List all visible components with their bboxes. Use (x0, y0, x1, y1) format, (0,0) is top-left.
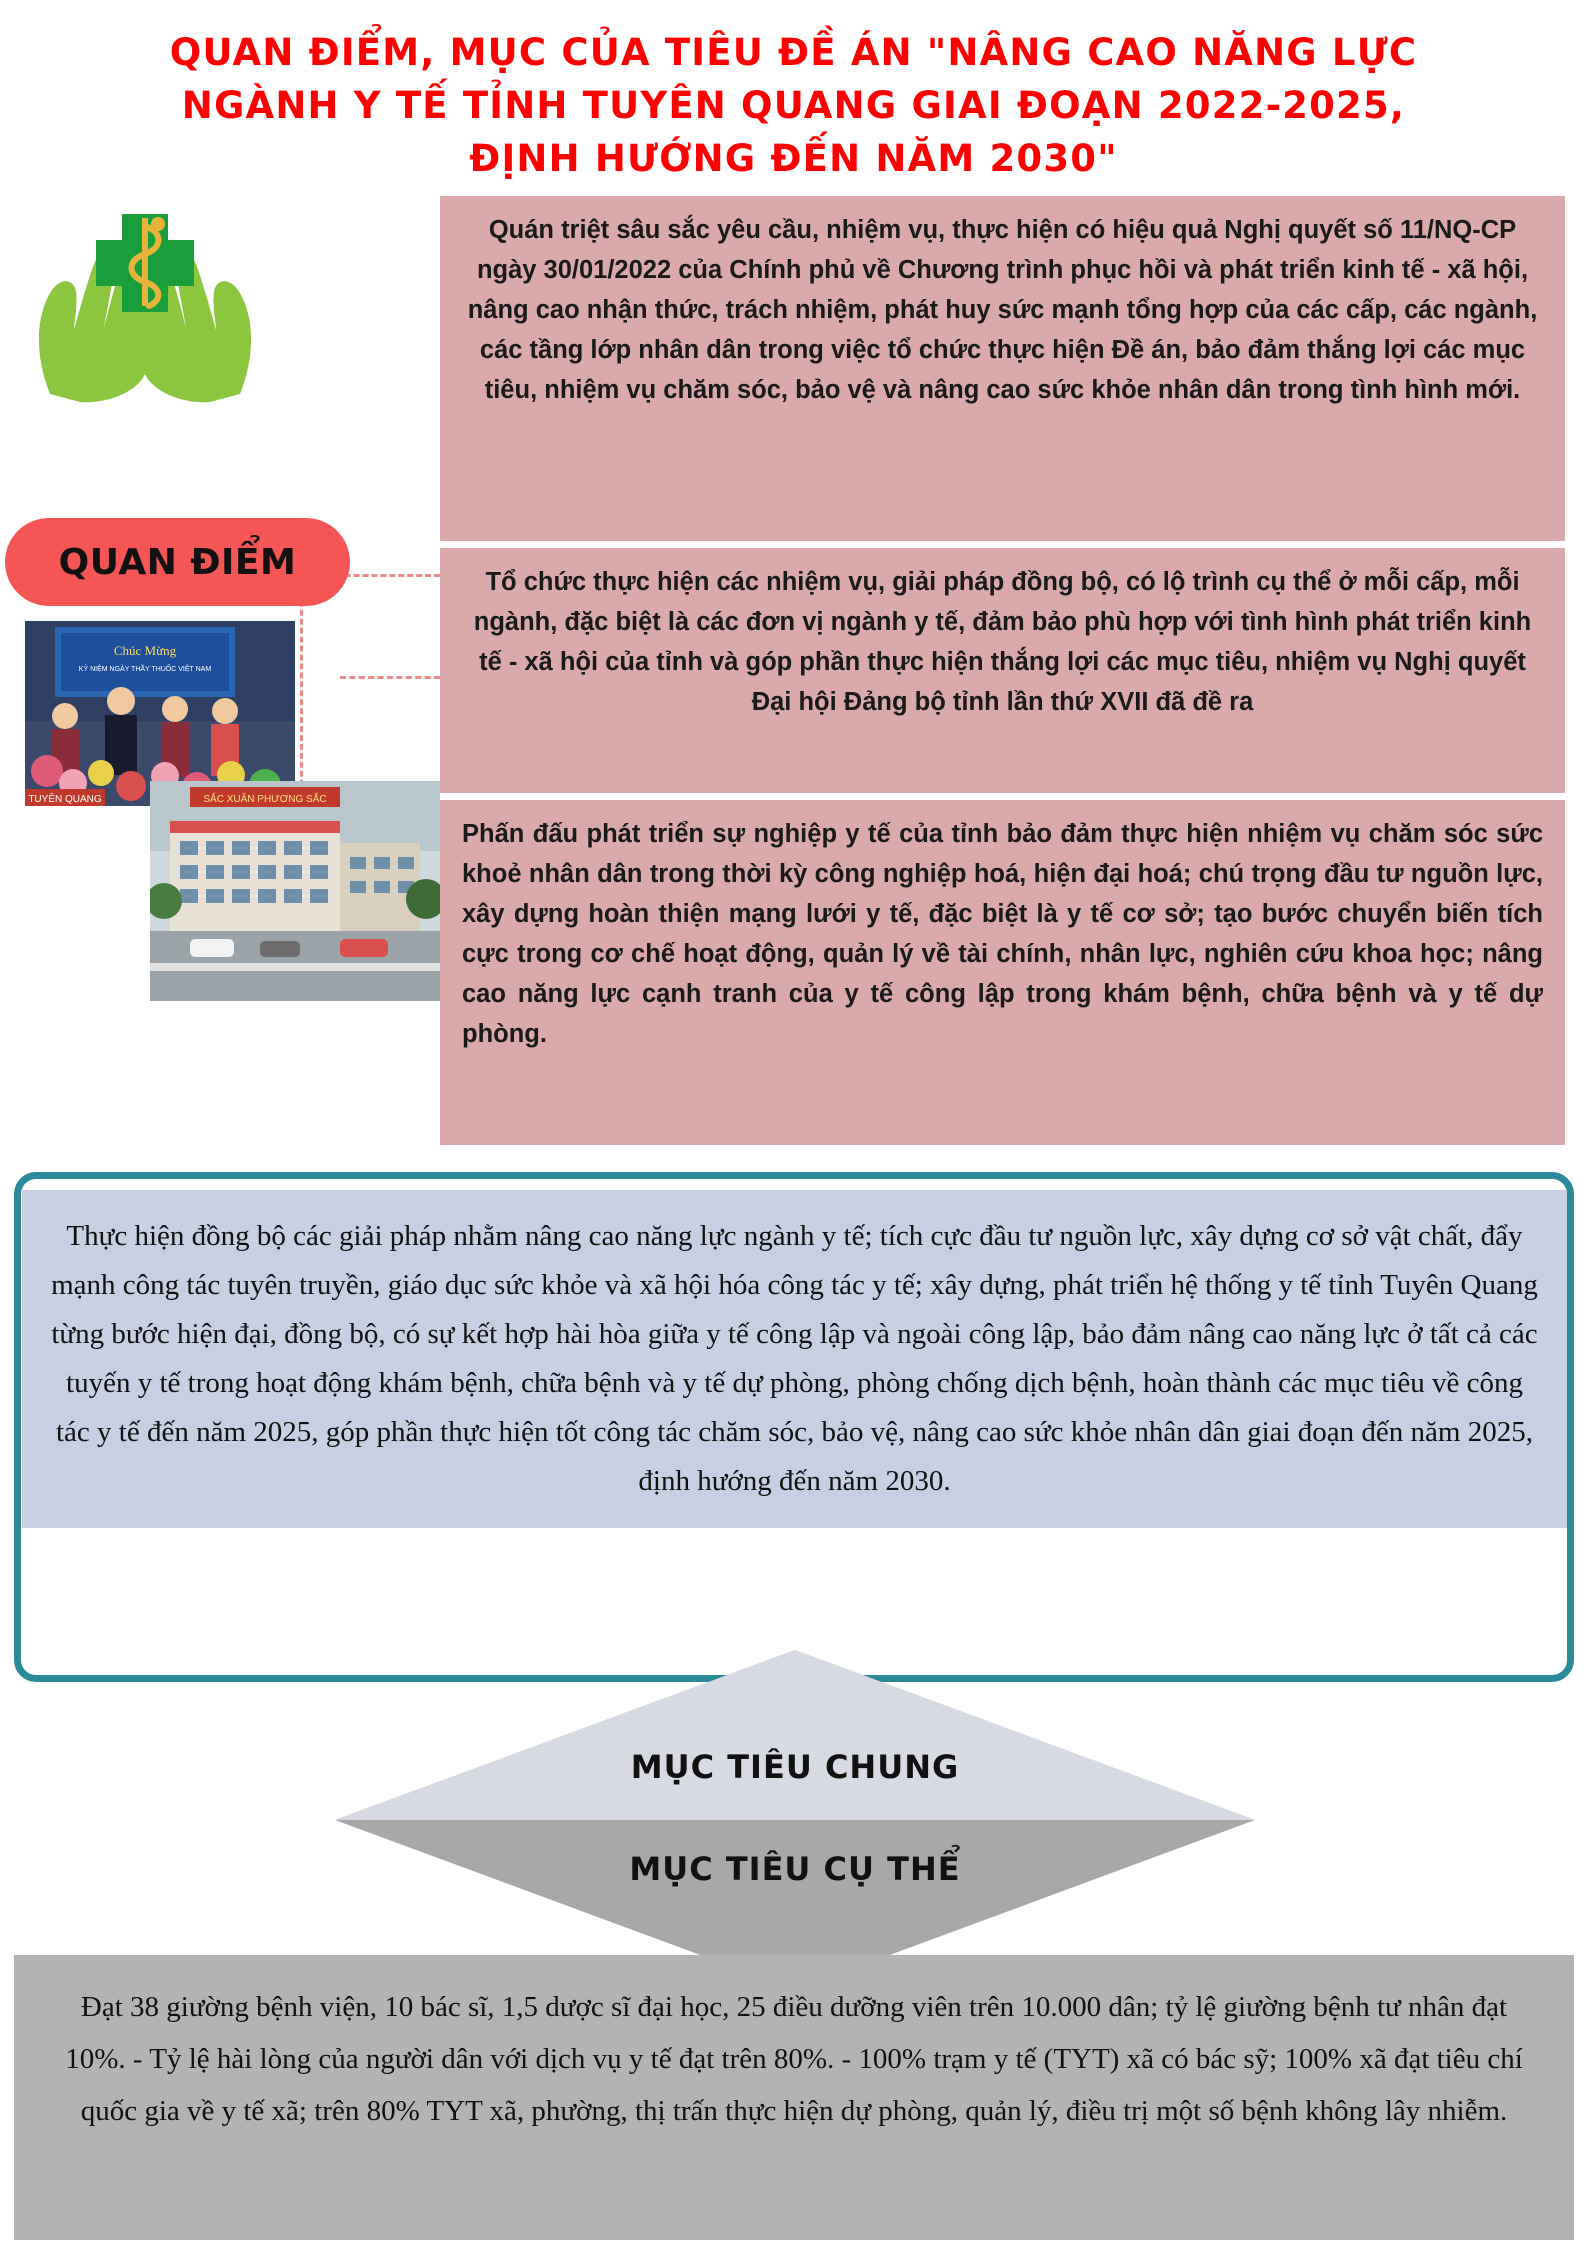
connector-line-card2 (340, 676, 440, 679)
viewpoint-card-3: Phấn đấu phát triển sự nghiệp y tế của tỉnh bảo đảm thực hiện nhiệm vụ chăm sóc sức khoẻ nhân dân trong thời kỳ công nghiệp hoá, hiện đại hoá; chú trọng đầu tư nguồn lực, xây dựng hoàn thiện mạng lưới y tế, đặc biệt là y tế cơ sở; tạo bước chuyển biến tích cực trong cơ chế hoạt động, quản lý về tài chính, nhân lực, nghiên cứu khoa học; nâng cao năng lực cạnh tranh của y tế công lập trong khám bệnh, chữa bệnh và y tế dự phòng. (440, 800, 1565, 1145)
svg-text:TUYÊN QUANG: TUYÊN QUANG (28, 794, 102, 805)
diamond-shape (335, 1650, 1255, 1990)
viewpoint-card-1: Quán triệt sâu sắc yêu cầu, nhiệm vụ, thực hiện có hiệu quả Nghị quyết số 11/NQ-CP ngày 30/01/2022 của Chính phủ về Chương trình phục hồi và phát triển kinh tế - xã hội, nâng cao nhận thức, trách nhiệm, phát huy sức mạnh tổng hợp của các cấp, các ngành, các tầng lớp nhân dân trong việc tổ chức thực hiện Đề án, bảo đảm thắng lợi các mục tiêu, nhiệm vụ chăm sóc, bảo vệ và nâng cao sức khỏe nhân dân trong tình hình mới. (440, 196, 1565, 541)
viewpoint-section (0, 196, 1587, 1166)
photo-hospital-building (150, 781, 440, 1001)
objectives-diamond (335, 1650, 1255, 1990)
general-objective-text: Thực hiện đồng bộ các giải pháp nhằm nâng cao năng lực ngành y tế; tích cực đầu tư nguồn lực, xây dựng cơ sở vật chất, đẩy mạnh công tác tuyên truyền, giáo dục sức khỏe và xã hội hóa công tác y tế; xây dựng, phát triển hệ thống y tế tỉnh Tuyên Quang từng bước hiện đại, đồng bộ, có sự kết hợp hài hòa giữa y tế công lập và ngoài công lập, bảo đảm nâng cao năng lực ở tất cả các tuyến y tế trong hoạt động khám bệnh, chữa bệnh và y tế dự phòng, phòng chống dịch bệnh, hoàn thành các mục tiêu về công tác y tế đến năm 2025, góp phần thực hiện tốt công tác chăm sóc, bảo vệ, nâng cao sức khỏe nhân dân giai đoạn đến năm 2025, định hướng đến năm 2030. (22, 1190, 1567, 1528)
page-title-line-1: QUAN ĐIỂM, MỤC CỦA TIÊU ĐỀ ÁN "NÂNG CAO NĂNG LỰC (169, 31, 1418, 74)
page-title (0, 26, 1587, 185)
viewpoint-card-2: Tổ chức thực hiện các nhiệm vụ, giải pháp đồng bộ, có lộ trình cụ thể ở mỗi cấp, mỗi ngành, đặc biệt là các đơn vị ngành y tế, đảm bảo phù hợp với tình hình phát triển kinh tế - xã hội của tỉnh và góp phần thực hiện thắng lợi các mục tiêu, nhiệm vụ Nghị quyết Đại hội Đảng bộ tỉnh lần thứ XVII đã đề ra (440, 548, 1565, 793)
page-title-line-2: NGÀNH Y TẾ TỈNH TUYÊN QUANG GIAI ĐOẠN 2022-2025, (181, 84, 1406, 127)
svg-text:KỶ NIỆM NGÀY THẦY THUỐC VIỆT N: KỶ NIỆM NGÀY THẦY THUỐC VIỆT NAM (78, 666, 212, 673)
page-title-line-3: ĐỊNH HƯỚNG ĐẾN NĂM 2030" (469, 137, 1118, 180)
health-hands-caduceus-logo-icon (30, 204, 260, 404)
viewpoint-badge-label: QUAN ĐIỂM (58, 541, 297, 583)
specific-objective-text: Đạt 38 giường bệnh viện, 10 bác sĩ, 1,5 dược sĩ đại học, 25 điều dưỡng viên trên 10.000 dân; tỷ lệ giường bệnh tư nhân đạt 10%. - Tỷ lệ hài lòng của người dân với dịch vụ y tế đạt trên 80%. - 100% trạm y tế (TYT) xã có bác sỹ; 100% xã đạt tiêu chí quốc gia về y tế xã; trên 80% TYT xã, phường, thị trấn thực hiện dự phòng, quản lý, điều trị một số bệnh không lây nhiễm. (14, 1955, 1574, 2240)
photo-ceremony (25, 621, 295, 806)
diamond-label-general: MỤC TIÊU CHUNG (630, 1748, 960, 1786)
svg-text:Chúc Mừng: Chúc Mừng (113, 643, 177, 658)
viewpoint-badge (5, 518, 350, 606)
diamond-label-specific: MỤC TIÊU CỤ THỂ (629, 1850, 961, 1888)
svg-text:SẮC XUÂN PHƯƠNG SẮC: SẮC XUÂN PHƯƠNG SẮC (203, 794, 327, 805)
